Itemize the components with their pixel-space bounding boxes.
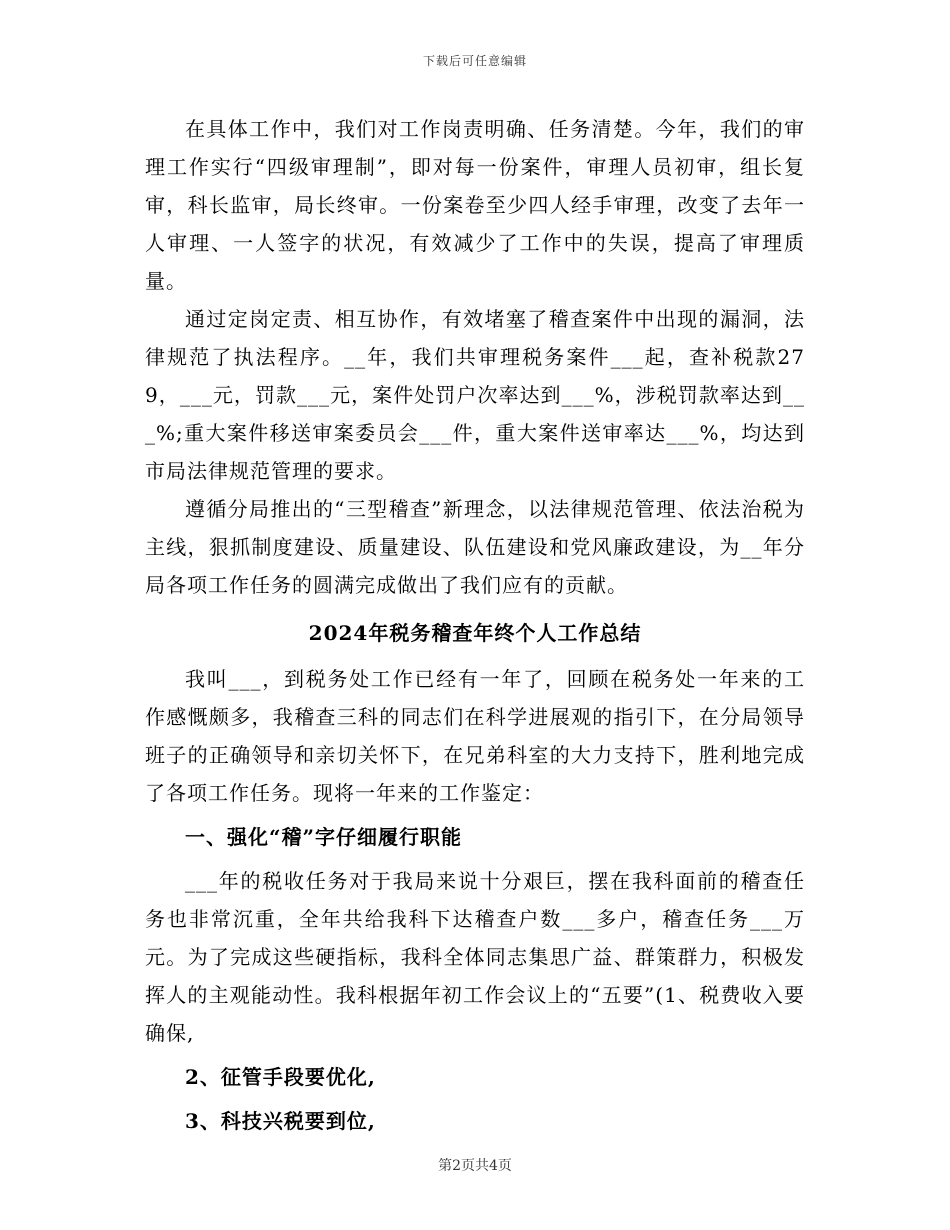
list-item-optimize: 2、征管手段要优化, xyxy=(185,1065,376,1089)
paragraph-intro: 我叫___，到税务处工作已经有一年了，回顾在税务处一年来的工作感慨颇多，我稽查三科的同志们在科学进展观的指引下，在分局领导班子的正确领导和亲切关怀下，在兄弟科室的大力支持下，胜利地完成了各项工作任务。现将一年来的工作鉴定： xyxy=(145,667,805,805)
paragraph-tax-tasks: ___年的税收任务对于我局来说十分艰巨，摆在我科面前的稽查任务也非常沉重，全年共给我科下达稽查户数___多户，稽查任务___万元。为了完成这些硬指标，我科全体同志集思广益、群策群力，积极发挥人的主观能动性。我科根据年初工作会议上的“五要”(1、税费收入要确保, xyxy=(145,869,805,1045)
heading-strengthen: 一、强化“稽”字仔细履行职能 xyxy=(185,825,463,849)
page-number: 第2页共4页 xyxy=(438,1158,512,1174)
document-body xyxy=(145,110,805,1146)
header-note: 下载后可任意编辑 xyxy=(422,54,527,68)
paragraph-philosophy: 遵循分局推出的“三型稽查”新理念，以法律规范管理、依法治税为主线，狠抓制度建设、质量建设、队伍建设和党风廉政建设，为__年分局各项工作任务的圆满完成做出了我们应有的贡献。 xyxy=(145,497,805,597)
paragraph-review-system: 在具体工作中，我们对工作岗责明确、任务清楚。今年，我们的审理工作实行“四级审理制”，即对每一份案件，审理人员初审，组长复审，科长监审，局长终审。一份案卷至少四人经手审理，改变了去年一人审理、一人签字的状况，有效减少了工作中的失误，提高了审理质量。 xyxy=(145,117,805,293)
list-item-technology: 3、科技兴税要到位, xyxy=(185,1109,376,1133)
section-title: 2024年税务稽查年终个人工作总结 xyxy=(308,621,642,645)
paragraph-statistics: 通过定岗定责、相互协作，有效堵塞了稽查案件中出现的漏洞，法律规范了执法程序。__年，我们共审理税务案件___起，查补税款279，___元，罚款___元，案件处罚户次率达到___%，涉税罚款率达到___%;重大案件移送审案委员会___件，重大案件送审率达___%，均达到市局法律规范管理的要求。 xyxy=(145,307,805,483)
